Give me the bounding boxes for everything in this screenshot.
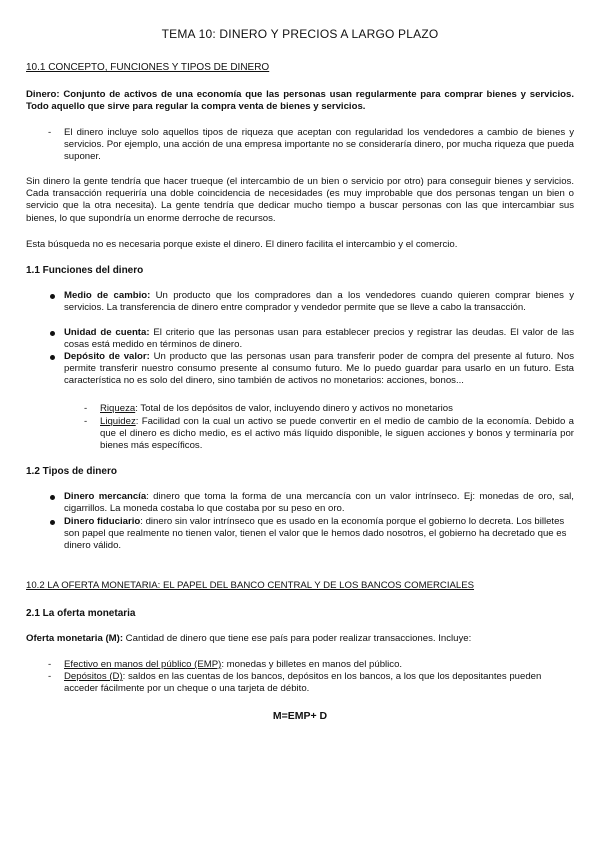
- bullet-term: Unidad de cuenta:: [64, 327, 150, 338]
- bullet-text: : dinero sin valor intrínseco que es usado en la economía porque el gobierno lo decreta. Los billetes son papel que realmente no tienen valor, tienen el valor que le hemos dado nosotros, el gobierno ha decretado que es dinero válido.: [64, 516, 567, 552]
- section-heading-1-1: 1.1 Funciones del dinero: [26, 265, 144, 276]
- paragraph-trueque: Sin dinero la gente tendría que hacer trueque (el intercambio de un bien o servicio por otro) para conseguir bienes y servicios. Cada transacción requeriría una doble coincidencia de necesidades (es muy improbable que dos personas tengan un bien o servicio que la otra necesita). La gente tendría que dedicar mucho tiempo a buscar personas con las que intercambiar sus bienes, lo que supondría un enorme derroche de recursos.: [26, 176, 574, 224]
- dash-marker: -: [48, 659, 52, 670]
- function-unidad-de-cuenta: [64, 327, 574, 351]
- bullet-icon: [50, 520, 55, 525]
- definition-oferta-monetaria: [26, 633, 574, 645]
- function-medio-de-cambio: [64, 290, 574, 314]
- sub-term: Liquidez: [100, 416, 136, 427]
- bullet-text: Un producto que los compradores dan a los vendedores cuando quieren comprar bienes y servicios. La transferencia de dinero entre comprador y vendedor permite que se lleve a cabo la transacción.: [64, 290, 574, 314]
- definition-term: Dinero:: [26, 89, 60, 100]
- sub-item-liquidez: [100, 416, 574, 453]
- bullet-icon: [50, 495, 55, 500]
- component-term: Efectivo en manos del público (EMP): [64, 659, 222, 670]
- component-term: Depósitos (D): [64, 671, 123, 682]
- dash-item-dinero: El dinero incluye solo aquellos tipos de riqueza que aceptan con regularidad los vendedores a cambio de bienes y servicios. Por ejemplo, una acción de una empresa importante no se consideraría dinero, por mucha riqueza que pueda suponer.: [64, 127, 574, 163]
- dash-marker: -: [84, 403, 88, 414]
- section-heading-1-2: 1.2 Tipos de dinero: [26, 466, 117, 477]
- formula-oferta-monetaria: M=EMP+ D: [272, 710, 328, 722]
- dash-marker: -: [48, 127, 52, 138]
- bullet-term: Dinero fiduciario: [64, 516, 141, 527]
- bullet-text: Un producto que las personas usan para transferir poder de compra del presente al futuro. Nos permite transferir nuestro consumo presente al consumo futuro. Me lo puedo guardar para usarlo en un futuro. Esta característica no es solo del dinero, sino también de activos no monetarios: acciones, bonos...: [64, 351, 574, 387]
- bullet-term: Dinero mercancía: [64, 491, 147, 502]
- paragraph-busqueda: Esta búsqueda no es necesaria porque existe el dinero. El dinero facilita el intercambio y el comercio.: [26, 239, 458, 250]
- sub-text: : Facilidad con la cual un activo se puede convertir en el medio de cambio de la economía. Debido a que el dinero es dicho medio, es el activo más líquido disponible, le siguen acciones y bonos y terminaría por bienes más específicos.: [100, 416, 574, 452]
- bullet-icon: [50, 355, 55, 360]
- bullet-term: Depósito de valor:: [64, 351, 150, 362]
- bullet-term: Medio de cambio:: [64, 290, 151, 301]
- section-heading-2-1: 2.1 La oferta monetaria: [26, 608, 136, 619]
- bullet-text: El criterio que las personas usan para establecer precios y registrar las deudas. El valor de las cosas está medido en términos de dinero.: [64, 327, 574, 351]
- bullet-text: : dinero que toma la forma de una mercancía con un valor intrínseco. Ej: monedas de oro, sal, cigarrillos. La moneda costaba lo que costaba por su peso en oro.: [64, 491, 574, 515]
- component-text: : monedas y billetes en manos del público.: [221, 659, 403, 670]
- definition-text: Cantidad de dinero que tiene ese país para poder realizar transacciones. Incluye:: [123, 633, 472, 644]
- dash-marker: -: [84, 416, 88, 427]
- dash-marker: -: [48, 671, 52, 682]
- sub-term: Riqueza: [100, 403, 136, 414]
- definition-text: Conjunto de activos de una economía que las personas usan regularmente para comprar bienes y servicios. Todo aquello que sirve para regular la compra venta de bienes y servicios.: [26, 89, 574, 113]
- type-dinero-fiduciario: [64, 516, 574, 553]
- function-deposito-de-valor: [64, 351, 574, 388]
- bullet-icon: [50, 331, 55, 336]
- section-heading-10-1: 10.1 CONCEPTO, FUNCIONES Y TIPOS DE DINERO: [26, 62, 270, 73]
- section-heading-10-2: 10.2 LA OFERTA MONETARIA: EL PAPEL DEL BANCO CENTRAL Y DE LOS BANCOS COMERCIALES: [26, 580, 475, 591]
- definition-term: Oferta monetaria (M):: [26, 633, 124, 644]
- component-efectivo: [64, 659, 574, 671]
- document-title: TEMA 10: DINERO Y PRECIOS A LARGO PLAZO: [161, 27, 439, 41]
- bullet-icon: [50, 294, 55, 299]
- type-dinero-mercancia: [64, 491, 574, 515]
- sub-item-riqueza: [100, 403, 574, 415]
- component-text: : saldos en las cuentas de los bancos, depósitos en los bancos, a los que los depositantes pueden acceder fácilmente por un cheque o una tarjeta de débito.: [64, 671, 542, 695]
- component-depositos: [64, 671, 574, 695]
- sub-text: : Total de los depósitos de valor, incluyendo dinero y activos no monetarios: [135, 403, 453, 414]
- definition-dinero: [26, 89, 574, 113]
